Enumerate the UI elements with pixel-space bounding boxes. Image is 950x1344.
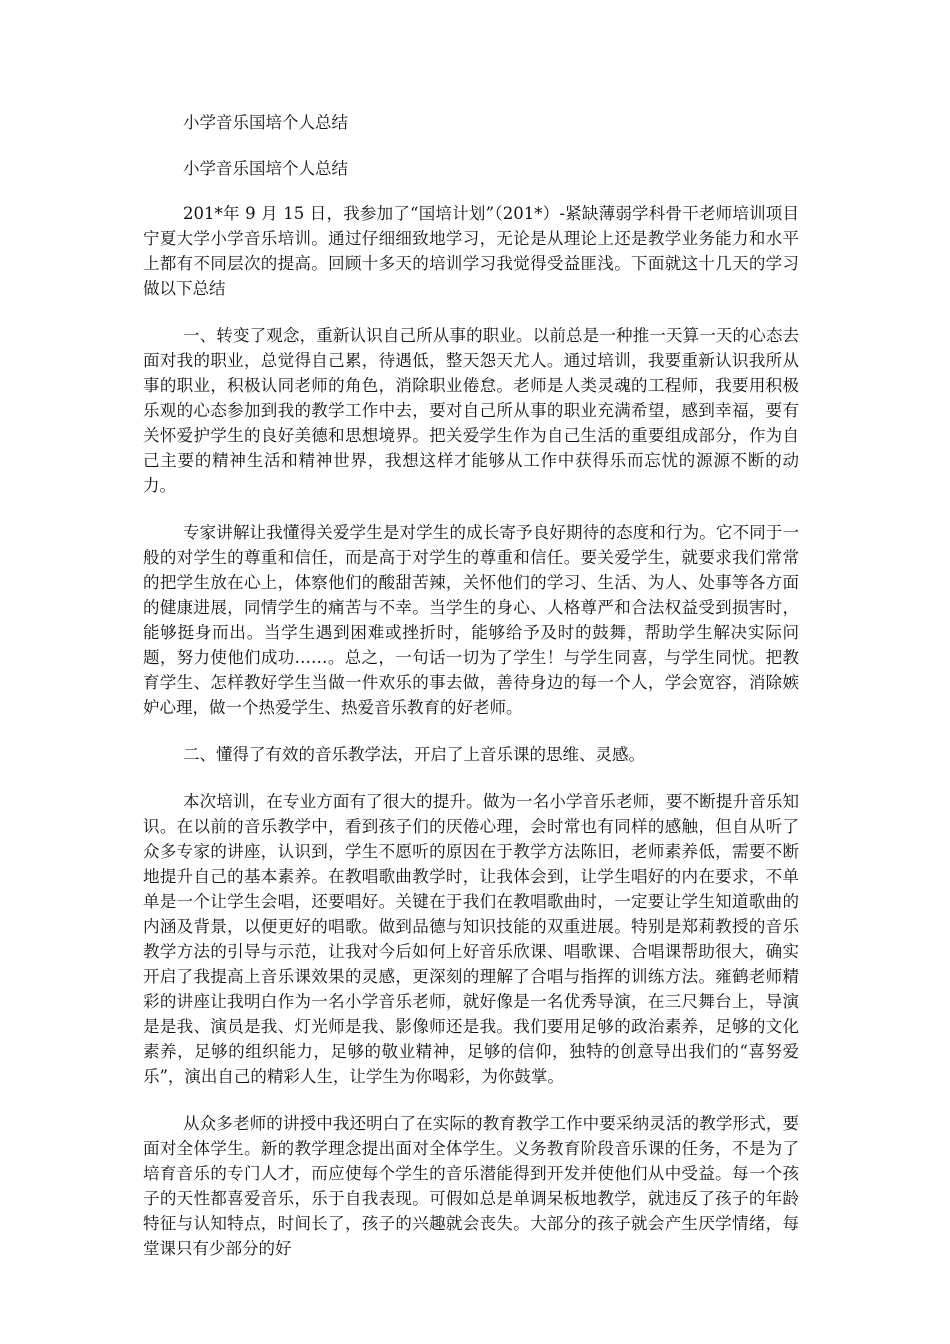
document-body: [143, 110, 799, 1283]
paragraph-teaching-methods: 从众多老师的讲授中我还明白了在实际的教育教学工作中要采纳灵活的教学形式，要面对全体学生。新的教学理念提出面对全体学生。义务教育阶段音乐课的任务，不是为了培育音乐的专门人才，而应使每个学生的音乐潜能得到开发并使他们从中受益。每一个孩子的天性都喜爱音乐，乐于自我表现。可假如总是单调呆板地教学，就违反了孩子的年龄特征与认知特点，时间长了，孩子的兴趣就会丧失。大部分的孩子就会产生厌学情绪，每堂课只有少部分的好: [143, 1114, 799, 1258]
document-subtitle: 小学音乐国培个人总结: [183, 159, 348, 178]
document-title: 小学音乐国培个人总结: [183, 113, 348, 132]
paragraph-caring-students: 专家讲解让我懂得关爱学生是对学生的成长寄予良好期待的态度和行为。它不同于一般的对学生的尊重和信任，而是高于对学生的尊重和信任。要关爱学生，就要求我们常常的把学生放在心上，体察他们的酸甜苦辣，关怀他们的学习、生活、为人、处事等各方面的健康进展，同情学生的痛苦与不幸。当学生的身心、人格尊严和合法权益受到损害时，能够挺身而出。当学生遇到困难或挫折时，能够给予及时的鼓舞，帮助学生解决实际问题，努力使他们成功……。总之，一句话一切为了学生！与学生同喜，与学生同忧。把教育学生、怎样教好学生当做一件欢乐的事去做，善待身边的每一个人，学会宽容，消除嫉妒心理，做一个热爱学生、热爱音乐教育的好老师。: [143, 523, 799, 717]
paragraph-section-one: 一、转变了观念，重新认识自己所从事的职业。以前总是一种推一天算一天的心态去面对我的职业，总觉得自己累，待遇低，整天怨天尤人。通过培训，我要重新认识我所从事的职业，积极认同老师的角色，消除职业倦怠。老师是人类灵魂的工程师，我要用积极乐观的心态参加到我的教学工作中去，要对自己所从事的职业充满希望，感到幸福，要有关怀爱护学生的良好美德和思想境界。把关爱学生作为自己生活的重要组成部分，作为自己主要的精神生活和精神世界，我想这样才能够从工作中获得乐而忘忧的源源不断的动力。: [143, 326, 799, 495]
paragraph-professional-growth: 本次培训，在专业方面有了很大的提升。做为一名小学音乐老师，要不断提升音乐知识。在以前的音乐教学中，看到孩子们的厌倦心理，会时常也有同样的感触，但自从听了众多专家的讲座，认识到，学生不愿听的原因在于教学方法陈旧，老师素养低，需要不断地提升自己的基本素养。在教唱歌曲教学时，让我体会到，让学生唱好的内在要求，不单单是一个让学生会唱，还要唱好。关键在于我们在教唱歌曲时，一定要让学生知道歌曲的内涵及背景，以便更好的唱歌。做到品德与知识技能的双重进展。特别是郑莉教授的音乐教学方法的引导与示范，让我对今后如何上好音乐欣课、唱歌课、合唱课帮助很大，确实开启了我提高上音乐课效果的灵感，更深刻的理解了合唱与指挥的训练方法。雍鹤老师精彩的讲座让我明白作为一名小学音乐老师，就好像是一名优秀导演，在三尺舞台上，导演是是我、演员是我、灯光师是我、影像师还是我。我们要用足够的政治素养，足够的文化素养，足够的组织能力，足够的敬业精神，足够的信仰，独特的创意导出我们的“喜努爱乐”，演出自己的精彩人生，让学生为你喝彩，为你鼓掌。: [143, 792, 799, 1086]
paragraph-section-two-heading: 二、懂得了有效的音乐教学法，开启了上音乐课的思维、灵感。: [183, 745, 645, 764]
paragraph-intro: 201*年 9 月 15 日，我参加了“国培计划”（201*）-紧缺薄弱学科骨干老师培训项目宁夏大学小学音乐培训。通过仔细细致地学习，无论是从理论上还是教学业务能力和水平上都有不同层次的提高。回顾十多天的培训学习我觉得受益匪浅。下面就这十几天的学习做以下总结: [143, 204, 799, 298]
